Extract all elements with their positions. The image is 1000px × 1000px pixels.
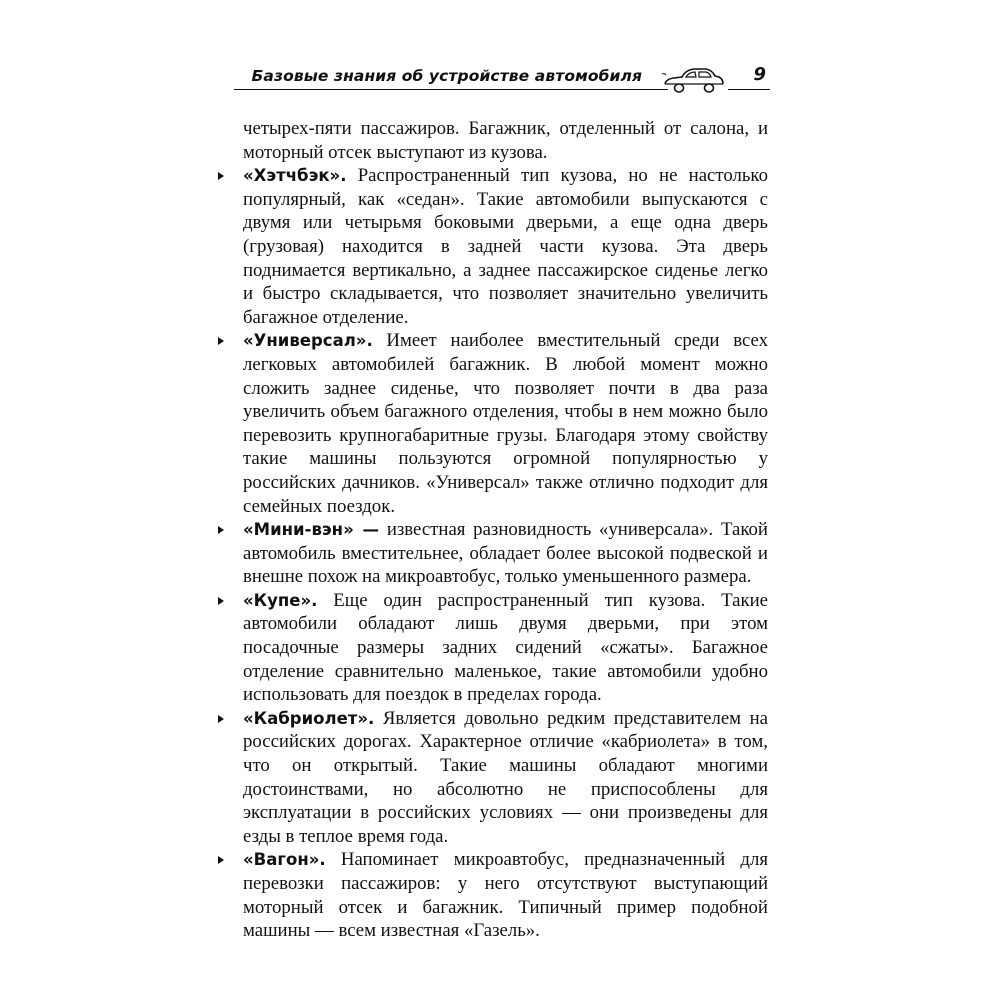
running-header-title: Базовые знания об устройстве автомобиля xyxy=(251,67,642,85)
bullet-icon xyxy=(218,856,224,864)
intro-paragraph: четырех-пяти пассажиров. Багажник, отделенный от салона, и моторный отсек выступают из кузова. xyxy=(243,118,768,163)
list-item-cabriolet xyxy=(243,707,768,849)
bullet-icon xyxy=(218,337,224,345)
list-item-term: «Кабриолет». xyxy=(243,708,375,728)
list-item-term: «Мини-вэн» — xyxy=(243,520,380,540)
list-item-text: Имеет наиболее вместительный среди всех легковых автомобилей багажник. В любой момент можно сложить заднее сиденье, что позволяет почти в два раза увеличить объем багажного отделения, чтобы в нем можно было перевозить крупногабаритные грузы. Благодаря этому свойству такие машины пользуются огромной популярностью у российских дачников. «Универсал» также отлично подходит для семейных поездок. xyxy=(243,330,768,517)
bullet-icon xyxy=(218,172,224,180)
bullet-icon xyxy=(218,597,224,605)
car-icon xyxy=(662,64,726,94)
list-item-term: «Вагон». xyxy=(243,850,326,870)
header-rule-right xyxy=(728,89,770,90)
list-item-text: известная разновидность «универсала». Такой автомобиль вместительнее, обладает более высокой подвеской и внешне похож на микроавтобус, только уменьшенного размера. xyxy=(243,519,768,588)
list-item-wagon xyxy=(243,848,768,942)
list-item-universal xyxy=(243,329,768,518)
list-item-text: Напоминает микроавтобус, предназначенный для перевозки пассажиров: у него отсутствуют выступающий моторный отсек и багажник. Типичный пример подобной машины — всем известная «Газель». xyxy=(243,849,768,942)
running-header xyxy=(234,60,770,96)
list-item-term: «Универсал». xyxy=(243,331,373,351)
page-number: 9 xyxy=(753,64,766,85)
list-item-hatchback xyxy=(243,164,768,329)
bullet-icon xyxy=(218,526,224,534)
list-item-term: «Хэтчбэк». xyxy=(243,166,347,186)
list-item-text: Распространенный тип кузова, но не настолько популярный, как «седан». Такие автомобили выпускаются с двумя или четырьмя боковыми дверьми, а еще одна дверь (грузовая) находится в задней части кузова. Эта дверь поднимается вертикально, а заднее пассажирское сиденье легко и быстро складывается, что позволяет значительно увеличить багажное отделение. xyxy=(243,165,768,328)
list-item-coupe xyxy=(243,589,768,707)
list-item-minivan xyxy=(243,518,768,589)
list-item-text: Является довольно редким представителем на российских дорогах. Характерное отличие «кабриолета» в том, что он открытый. Такие машины обладают многими достоинствами, но абсолютно не приспособлены для эксплуатации в российских условиях — они произведены для езды в теплое время года. xyxy=(243,707,768,847)
header-rule xyxy=(234,89,668,90)
list-item-text: Еще один распространенный тип кузова. Такие автомобили обладают лишь двумя дверьми, при этом посадочные размеры задних сидений «сжаты». Багажное отделение сравнительно маленькое, такие автомобили удобно использовать для поездок в пределах города. xyxy=(243,589,768,706)
bullet-icon xyxy=(218,715,224,723)
list-item-term: «Купе». xyxy=(243,590,318,610)
page-body xyxy=(243,117,768,943)
